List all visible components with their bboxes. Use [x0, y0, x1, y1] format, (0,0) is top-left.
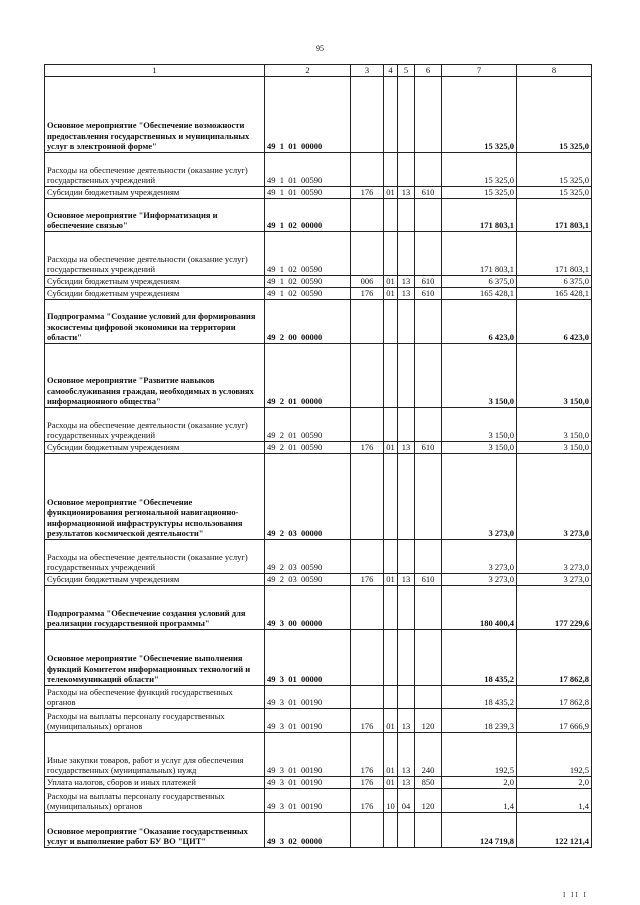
row-name: Подпрограмма "Обеспечение создания условий для реализации государственной программы"	[45, 586, 265, 630]
row-col6: 610	[415, 574, 442, 586]
row-code: 49 1 02 00590	[265, 276, 351, 288]
row-col5	[398, 344, 415, 408]
row-col4	[384, 344, 398, 408]
row-col4	[384, 232, 398, 276]
row-amount-col8: 2,0	[517, 777, 592, 789]
table-row	[45, 199, 592, 232]
table-row	[45, 300, 592, 344]
row-col6	[415, 300, 442, 344]
table-row	[45, 813, 592, 848]
row-col6	[415, 813, 442, 848]
row-col3	[351, 344, 384, 408]
row-col3: 176	[351, 442, 384, 454]
row-code: 49 2 01 00000	[265, 344, 351, 408]
row-amount-col7: 124 719,8	[442, 813, 517, 848]
row-col4: 01	[384, 276, 398, 288]
row-col5: 13	[398, 574, 415, 586]
table-row	[45, 540, 592, 574]
row-col4	[384, 77, 398, 153]
row-name: Уплата налогов, сборов и иных платежей	[45, 777, 265, 789]
row-code: 49 3 01 00190	[265, 789, 351, 813]
table-row	[45, 574, 592, 586]
table-row	[45, 630, 592, 686]
row-col4	[384, 630, 398, 686]
row-code: 49 3 01 00190	[265, 733, 351, 777]
table-row	[45, 77, 592, 153]
row-name: Основное мероприятие "Оказание государственных услуг и выполнение работ БУ ВО "ЦИТ"	[45, 813, 265, 848]
row-col3	[351, 586, 384, 630]
row-col3: 176	[351, 574, 384, 586]
row-col3: 176	[351, 777, 384, 789]
row-amount-col8: 3 150,0	[517, 408, 592, 442]
row-name: Расходы на выплаты персоналу государственных (муниципальных) органов	[45, 709, 265, 733]
row-col5	[398, 586, 415, 630]
row-col6: 610	[415, 276, 442, 288]
row-col3	[351, 232, 384, 276]
row-col4: 01	[384, 442, 398, 454]
row-col3	[351, 540, 384, 574]
row-col6: 610	[415, 187, 442, 199]
row-amount-col7: 165 428,1	[442, 288, 517, 300]
row-code: 49 3 02 00000	[265, 813, 351, 848]
row-col4	[384, 454, 398, 540]
row-col3	[351, 77, 384, 153]
table-row	[45, 408, 592, 442]
row-name: Субсидии бюджетным учреждениям	[45, 276, 265, 288]
header-cell: 6	[415, 65, 442, 77]
row-amount-col8: 17 666,9	[517, 709, 592, 733]
row-amount-col7: 15 325,0	[442, 77, 517, 153]
row-amount-col7: 192,5	[442, 733, 517, 777]
row-amount-col8: 165 428,1	[517, 288, 592, 300]
row-col6: 120	[415, 709, 442, 733]
row-col3	[351, 686, 384, 709]
row-col3: 176	[351, 733, 384, 777]
row-name: Расходы на обеспечение функций государственных органов	[45, 686, 265, 709]
header-cell: 2	[265, 65, 351, 77]
row-code: 49 1 01 00000	[265, 77, 351, 153]
table-row	[45, 777, 592, 789]
row-amount-col7: 18 435,2	[442, 630, 517, 686]
row-col6	[415, 232, 442, 276]
row-col5	[398, 77, 415, 153]
row-col4: 10	[384, 789, 398, 813]
row-name: Субсидии бюджетным учреждениям	[45, 187, 265, 199]
row-amount-col7: 3 150,0	[442, 442, 517, 454]
table-row	[45, 454, 592, 540]
row-amount-col7: 3 273,0	[442, 540, 517, 574]
row-code: 49 1 02 00000	[265, 199, 351, 232]
row-col5	[398, 630, 415, 686]
row-amount-col7: 18 239,3	[442, 709, 517, 733]
row-amount-col8: 15 325,0	[517, 187, 592, 199]
row-name: Субсидии бюджетным учреждениям	[45, 442, 265, 454]
row-col4	[384, 586, 398, 630]
row-col6	[415, 686, 442, 709]
row-amount-col8: 122 121,4	[517, 813, 592, 848]
row-col4	[384, 540, 398, 574]
row-col5: 13	[398, 288, 415, 300]
row-col6	[415, 630, 442, 686]
row-col5: 13	[398, 442, 415, 454]
row-amount-col8: 3 273,0	[517, 540, 592, 574]
table-row	[45, 232, 592, 276]
row-col6: 850	[415, 777, 442, 789]
table-row	[45, 344, 592, 408]
header-row	[45, 65, 592, 77]
row-amount-col8: 15 325,0	[517, 77, 592, 153]
row-col6: 610	[415, 288, 442, 300]
header-cell: 3	[351, 65, 384, 77]
row-amount-col7: 15 325,0	[442, 187, 517, 199]
row-name: Расходы на обеспечение деятельности (оказание услуг) государственных учреждений	[45, 408, 265, 442]
row-amount-col7: 3 150,0	[442, 408, 517, 442]
row-amount-col7: 1,4	[442, 789, 517, 813]
row-col4	[384, 153, 398, 187]
row-col5	[398, 408, 415, 442]
row-amount-col7: 15 325,0	[442, 153, 517, 187]
row-col4: 01	[384, 733, 398, 777]
row-name: Подпрограмма "Создание условий для формирования экосистемы цифровой экономики на территории области"	[45, 300, 265, 344]
footer-mark: I II I	[563, 891, 588, 899]
row-col4: 01	[384, 288, 398, 300]
row-amount-col8: 6 375,0	[517, 276, 592, 288]
row-amount-col7: 180 400,4	[442, 586, 517, 630]
row-col6: 240	[415, 733, 442, 777]
row-col3	[351, 630, 384, 686]
row-col3	[351, 813, 384, 848]
row-col3	[351, 454, 384, 540]
table-row	[45, 686, 592, 709]
row-col6	[415, 153, 442, 187]
row-name: Основное мероприятие "Обеспечение функционирования региональной навигационно-информационной инфраструктуры использования результатов космической деятельности"	[45, 454, 265, 540]
header-cell: 7	[442, 65, 517, 77]
header-cell: 8	[517, 65, 592, 77]
row-name: Основное мероприятие "Обеспечение выполнения функций Комитетом информационных технологий и телекоммуникаций области"	[45, 630, 265, 686]
row-amount-col7: 6 423,0	[442, 300, 517, 344]
row-col5: 04	[398, 789, 415, 813]
row-amount-col7: 171 803,1	[442, 199, 517, 232]
header-cell: 4	[384, 65, 398, 77]
row-col4: 01	[384, 709, 398, 733]
row-col5	[398, 153, 415, 187]
row-code: 49 1 02 00590	[265, 232, 351, 276]
row-col3: 176	[351, 288, 384, 300]
row-col6	[415, 408, 442, 442]
row-amount-col8: 1,4	[517, 789, 592, 813]
row-code: 49 3 00 00000	[265, 586, 351, 630]
row-name: Субсидии бюджетным учреждениям	[45, 288, 265, 300]
header-cell: 5	[398, 65, 415, 77]
row-amount-col7: 3 273,0	[442, 574, 517, 586]
row-amount-col8: 3 273,0	[517, 454, 592, 540]
table-row	[45, 153, 592, 187]
row-col5	[398, 300, 415, 344]
row-col3: 176	[351, 187, 384, 199]
row-col5: 13	[398, 777, 415, 789]
row-amount-col7: 2,0	[442, 777, 517, 789]
row-code: 49 1 02 00590	[265, 288, 351, 300]
row-amount-col8: 17 862,8	[517, 630, 592, 686]
row-amount-col8: 15 325,0	[517, 153, 592, 187]
row-col4: 01	[384, 187, 398, 199]
row-amount-col7: 6 375,0	[442, 276, 517, 288]
row-col4	[384, 408, 398, 442]
row-col5	[398, 454, 415, 540]
row-name: Расходы на обеспечение деятельности (оказание услуг) государственных учреждений	[45, 540, 265, 574]
row-amount-col8: 3 150,0	[517, 344, 592, 408]
row-col4: 01	[384, 777, 398, 789]
row-col5	[398, 813, 415, 848]
row-amount-col7: 171 803,1	[442, 232, 517, 276]
row-amount-col8: 17 862,8	[517, 686, 592, 709]
table-row	[45, 442, 592, 454]
row-name: Иные закупки товаров, работ и услуг для обеспечения государственных (муниципальных) нужд	[45, 733, 265, 777]
page-number: 95	[316, 44, 324, 53]
row-col6	[415, 540, 442, 574]
row-amount-col7: 18 435,2	[442, 686, 517, 709]
row-code: 49 3 01 00000	[265, 630, 351, 686]
row-name: Основное мероприятие "Развитие навыков самообслуживания граждан, необходимых в условиях информационного общества"	[45, 344, 265, 408]
row-col5	[398, 232, 415, 276]
row-amount-col8: 3 273,0	[517, 574, 592, 586]
row-name: Расходы на обеспечение деятельности (оказание услуг) государственных учреждений	[45, 153, 265, 187]
row-name: Расходы на выплаты персоналу государственных (муниципальных) органов	[45, 789, 265, 813]
row-col6: 610	[415, 442, 442, 454]
row-col5: 13	[398, 187, 415, 199]
row-col4	[384, 199, 398, 232]
row-code: 49 2 03 00590	[265, 540, 351, 574]
row-col6: 120	[415, 789, 442, 813]
row-amount-col8: 6 423,0	[517, 300, 592, 344]
row-col5	[398, 199, 415, 232]
row-col6	[415, 454, 442, 540]
row-col5: 13	[398, 709, 415, 733]
row-name: Субсидии бюджетным учреждениям	[45, 574, 265, 586]
row-col3: 006	[351, 276, 384, 288]
row-code: 49 2 00 00000	[265, 300, 351, 344]
row-code: 49 1 01 00590	[265, 187, 351, 199]
row-col3: 176	[351, 789, 384, 813]
budget-table	[44, 64, 592, 848]
row-col4	[384, 813, 398, 848]
row-amount-col8: 3 150,0	[517, 442, 592, 454]
row-code: 49 3 01 00190	[265, 709, 351, 733]
table-row	[45, 288, 592, 300]
table-row	[45, 187, 592, 199]
row-amount-col7: 3 273,0	[442, 454, 517, 540]
row-name: Основное мероприятие "Обеспечение возможности предоставления государственных и муниципальных услуг в электронной форме"	[45, 77, 265, 153]
row-code: 49 2 03 00590	[265, 574, 351, 586]
table-row	[45, 276, 592, 288]
header-cell: 1	[45, 65, 265, 77]
row-amount-col8: 171 803,1	[517, 199, 592, 232]
row-col4: 01	[384, 574, 398, 586]
row-name: Основное мероприятие "Информатизация и обеспечение связью"	[45, 199, 265, 232]
row-name: Расходы на обеспечение деятельности (оказание услуг) государственных учреждений	[45, 232, 265, 276]
row-amount-col8: 177 229,6	[517, 586, 592, 630]
table-row	[45, 733, 592, 777]
row-col3: 176	[351, 709, 384, 733]
row-col5	[398, 540, 415, 574]
row-col6	[415, 586, 442, 630]
row-col3	[351, 199, 384, 232]
row-code: 49 2 01 00590	[265, 408, 351, 442]
row-col3	[351, 153, 384, 187]
row-col3	[351, 408, 384, 442]
table-row	[45, 586, 592, 630]
row-code: 49 2 01 00590	[265, 442, 351, 454]
row-col4	[384, 300, 398, 344]
row-code: 49 3 01 00190	[265, 777, 351, 789]
row-col3	[351, 300, 384, 344]
row-code: 49 2 03 00000	[265, 454, 351, 540]
row-col6	[415, 77, 442, 153]
row-amount-col8: 192,5	[517, 733, 592, 777]
row-amount-col7: 3 150,0	[442, 344, 517, 408]
table-row	[45, 709, 592, 733]
row-col6	[415, 344, 442, 408]
row-col4	[384, 686, 398, 709]
row-col5: 13	[398, 276, 415, 288]
row-col6	[415, 199, 442, 232]
row-code: 49 3 01 00190	[265, 686, 351, 709]
row-amount-col8: 171 803,1	[517, 232, 592, 276]
row-col5	[398, 686, 415, 709]
row-col5: 13	[398, 733, 415, 777]
table-row	[45, 789, 592, 813]
row-code: 49 1 01 00590	[265, 153, 351, 187]
